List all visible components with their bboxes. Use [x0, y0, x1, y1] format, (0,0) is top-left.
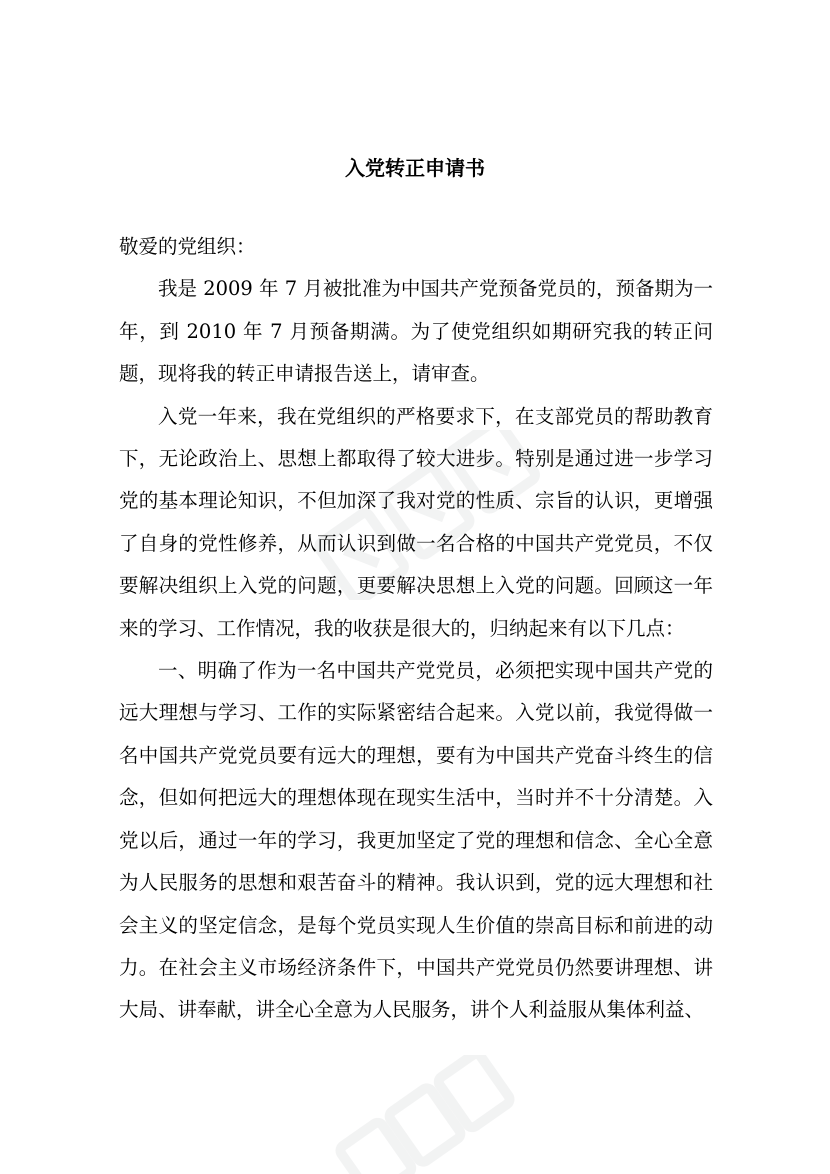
document-title: 入党转正申请书	[345, 156, 485, 180]
paragraph-point-one: 一、明确了作为一名中国共产党党员，必须把实现中国共产党的远大理想与学习、工作的实际紧密结合起来。入党以前，我觉得做一名中国共产党党员要有远大的理想，要有为中国共产党奋斗终生的信念，但如何把远大的理想体现在现实生活中，当时并不十分清楚。入党以后，通过一年的学习，我更加坚定了党的理想和信念、全心全意为人民服务的思想和艰苦奋斗的精神。我认识到，党的远大理想和社会主义的坚定信念，是每个党员实现人生价值的崇高目标和前进的动力。在社会主义市场经济条件下，中国共产党党员仍然要讲理想、讲大局、讲奉献，讲全心全意为人民服务，讲个人利益服从集体利益、	[119, 659, 713, 1022]
salutation: 敬爱的党组织：	[119, 235, 256, 258]
document-body	[119, 226, 713, 1032]
watermark-logo-bottom	[330, 1055, 520, 1174]
paragraph-progress: 入党一年来，我在党组织的严格要求下，在支部党员的帮助教育下，无论政治上、思想上都取得了较大进步。特别是通过进一步学习党的基本理论知识，不但加深了我对党的性质、宗旨的认识，更增强了自身的党性修养，从而认识到做一名合格的中国共产党党员，不仅要解决组织上入党的问题，更要解决思想上入党的问题。回顾这一年来的学习、工作情况，我的收获是很大的，归纳起来有以下几点：	[119, 404, 713, 640]
paragraph-application: 我是 2009 年 7 月被批准为中国共产党预备党员的，预备期为一年，到 2010 年 7 月预备期满。为了使党组织如期研究我的转正问题，现将我的转正申请报告送上，请审查。	[119, 277, 713, 386]
